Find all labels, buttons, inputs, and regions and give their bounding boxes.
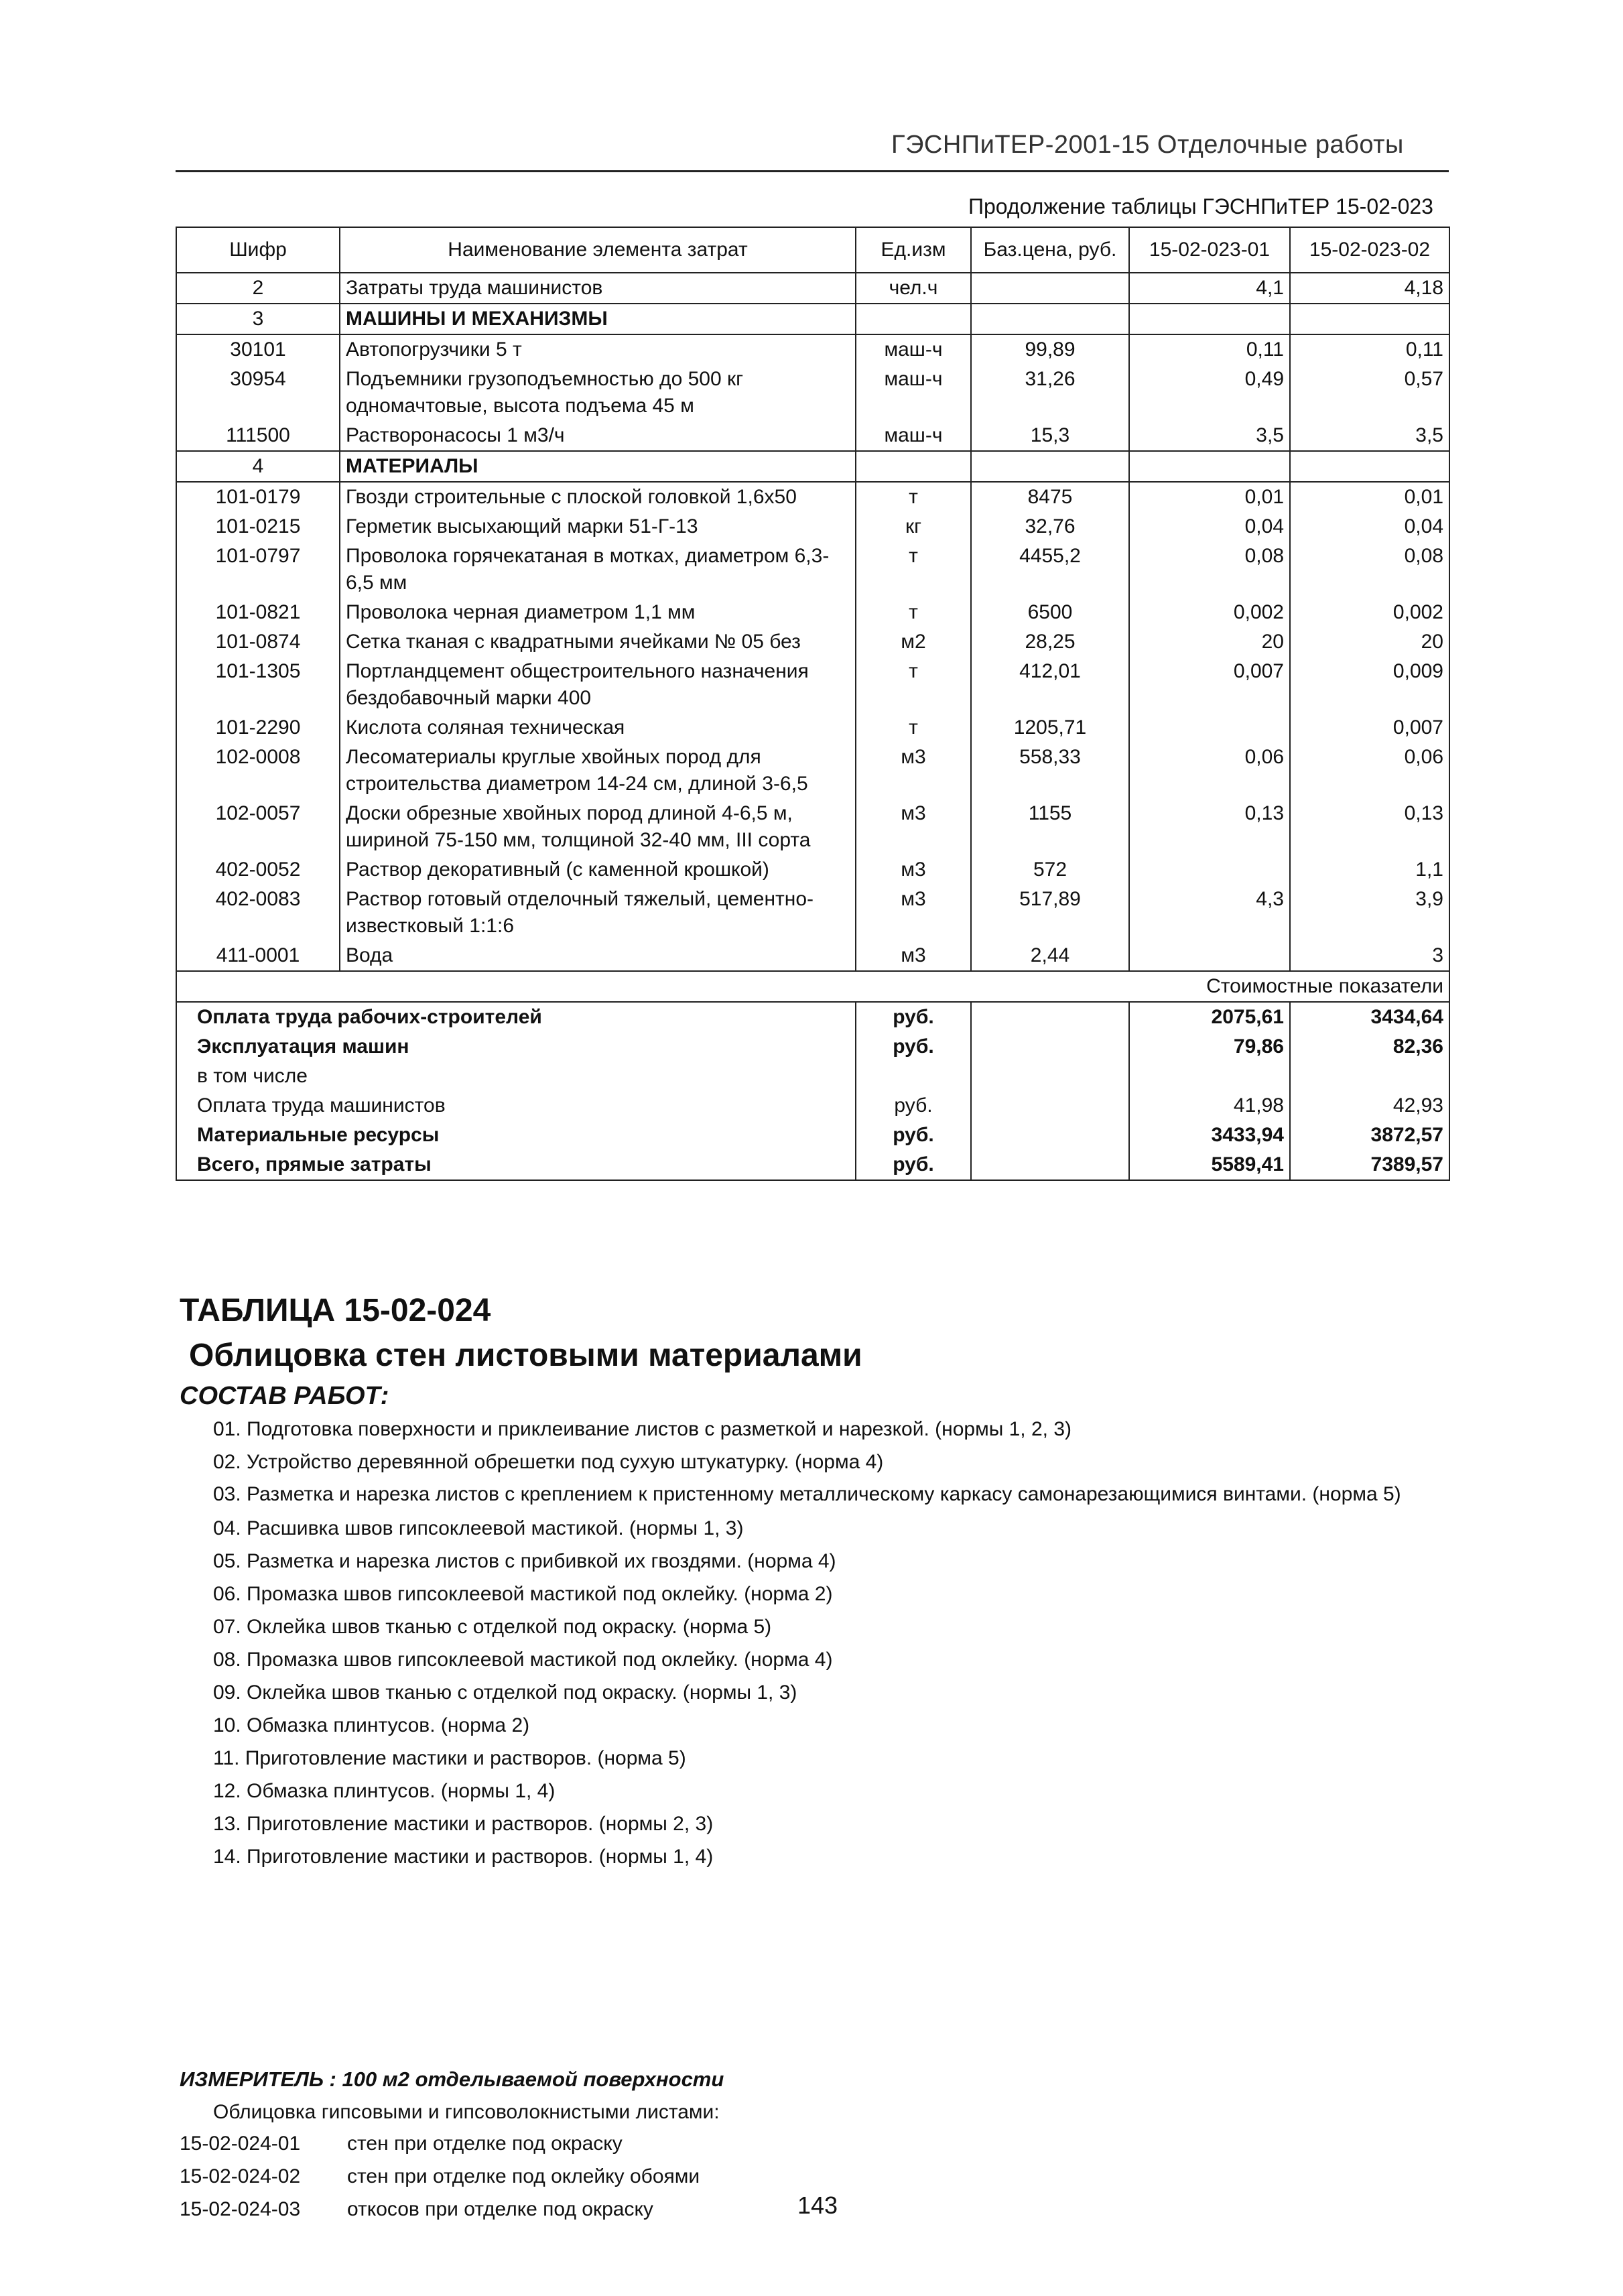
summary-row bbox=[176, 1091, 1449, 1121]
summary-value: 3434,64 bbox=[1290, 1002, 1449, 1032]
cell-value-01: 0,49 bbox=[1129, 365, 1290, 421]
cell-name: Растворонасосы 1 м3/ч bbox=[340, 421, 856, 451]
table-row bbox=[176, 365, 1449, 421]
cell-code: 101-0821 bbox=[176, 598, 340, 627]
summary-label: Эксплуатация машин bbox=[176, 1032, 856, 1062]
summary-unit: руб. bbox=[856, 1091, 971, 1121]
summary-value: 7389,57 bbox=[1290, 1150, 1449, 1180]
cell-unit: м3 bbox=[856, 799, 971, 855]
cell-unit: м3 bbox=[856, 855, 971, 885]
cell-unit: м3 bbox=[856, 885, 971, 941]
summary-row bbox=[176, 1150, 1449, 1180]
cell-code: 4 bbox=[176, 451, 340, 482]
work-item: 12. Обмазка плинтусов. (нормы 1, 4) bbox=[213, 1780, 556, 1802]
cell-value-02: 0,13 bbox=[1290, 799, 1449, 855]
work-item: 01. Подготовка поверхности и приклеивание листов с разметкой и нарезкой. (нормы 1, 2, 3) bbox=[213, 1418, 1072, 1440]
cell-name: Кислота соляная техническая bbox=[340, 713, 856, 743]
summary-price-empty bbox=[971, 1091, 1129, 1121]
summary-unit: руб. bbox=[856, 1121, 971, 1150]
cell-value-02: 20 bbox=[1290, 627, 1449, 657]
summary-row bbox=[176, 1032, 1449, 1062]
summary-value bbox=[1129, 1062, 1290, 1091]
cell-price: 572 bbox=[971, 855, 1129, 885]
cell-code: 102-0057 bbox=[176, 799, 340, 855]
cell-unit: маш-ч bbox=[856, 334, 971, 365]
cell-price: 2,44 bbox=[971, 941, 1129, 971]
cell-price: 517,89 bbox=[971, 885, 1129, 941]
cell-value-01: 0,13 bbox=[1129, 799, 1290, 855]
cell-value-01: 4,1 bbox=[1129, 273, 1290, 304]
table-caption: Продолжение таблицы ГЭСНПиТЕР 15-02-023 bbox=[968, 194, 1433, 218]
cell-unit: т bbox=[856, 541, 971, 598]
cell-code: 101-0215 bbox=[176, 512, 340, 541]
cell-price bbox=[971, 304, 1129, 334]
cell-name: Герметик высыхающий марки 51-Г-13 bbox=[340, 512, 856, 541]
cell-value-01: 0,06 bbox=[1129, 743, 1290, 799]
cell-value-01 bbox=[1129, 304, 1290, 334]
cell-name: Проволока черная диаметром 1,1 мм bbox=[340, 598, 856, 627]
page-number: 143 bbox=[797, 2191, 838, 2219]
summary-value: 42,93 bbox=[1290, 1091, 1449, 1121]
cell-code: 101-0179 bbox=[176, 482, 340, 512]
table-row bbox=[176, 334, 1449, 365]
cell-value-02 bbox=[1290, 304, 1449, 334]
cell-value-01 bbox=[1129, 855, 1290, 885]
cell-price: 32,76 bbox=[971, 512, 1129, 541]
cell-price: 558,33 bbox=[971, 743, 1129, 799]
cell-value-01: 3,5 bbox=[1129, 421, 1290, 451]
summary-unit bbox=[856, 1062, 971, 1091]
cell-value-02: 0,007 bbox=[1290, 713, 1449, 743]
summary-price-empty bbox=[971, 1062, 1129, 1091]
cell-value-02: 0,009 bbox=[1290, 657, 1449, 713]
norm-text: откосов при отделке под окраску bbox=[347, 2198, 653, 2220]
cell-value-01: 4,3 bbox=[1129, 885, 1290, 941]
cell-value-01: 0,04 bbox=[1129, 512, 1290, 541]
table-row bbox=[176, 304, 1449, 334]
work-item: 06. Промазка швов гипсоклеевой мастикой под оклейку. (норма 2) bbox=[213, 1583, 833, 1605]
column-header: Баз.цена, руб. bbox=[971, 227, 1129, 273]
cell-price: 28,25 bbox=[971, 627, 1129, 657]
cell-value-02: 4,18 bbox=[1290, 273, 1449, 304]
cell-name: МАТЕРИАЛЫ bbox=[340, 451, 856, 482]
column-header: 15-02-023-01 bbox=[1129, 227, 1290, 273]
cell-price: 15,3 bbox=[971, 421, 1129, 451]
cell-code: 402-0052 bbox=[176, 855, 340, 885]
summary-value: 82,36 bbox=[1290, 1032, 1449, 1062]
table-row bbox=[176, 885, 1449, 941]
summary-header-row bbox=[176, 971, 1449, 1002]
table-row bbox=[176, 941, 1449, 971]
norm-code: 15-02-024-02 bbox=[180, 2165, 301, 2187]
table-row bbox=[176, 541, 1449, 598]
cell-code: 2 bbox=[176, 273, 340, 304]
summary-price-empty bbox=[971, 1032, 1129, 1062]
cell-value-02: 0,06 bbox=[1290, 743, 1449, 799]
cell-code: 101-1305 bbox=[176, 657, 340, 713]
column-header: Ед.изм bbox=[856, 227, 971, 273]
cell-code: 101-0874 bbox=[176, 627, 340, 657]
summary-unit: руб. bbox=[856, 1002, 971, 1032]
summary-value: 5589,41 bbox=[1129, 1150, 1290, 1180]
column-header: Шифр bbox=[176, 227, 340, 273]
running-header: ГЭСНПиТЕР-2001-15 Отделочные работы bbox=[891, 131, 1404, 159]
cell-name: Раствор готовый отделочный тяжелый, цементно-известковый 1:1:6 bbox=[340, 885, 856, 941]
summary-label: в том числе bbox=[176, 1062, 856, 1091]
cell-code: 30954 bbox=[176, 365, 340, 421]
cell-name: Портландцемент общестроительного назначения бездобавочный марки 400 bbox=[340, 657, 856, 713]
norm-row bbox=[180, 2198, 700, 2231]
work-item: 08. Промазка швов гипсоклеевой мастикой под оклейку. (норма 4) bbox=[213, 1649, 833, 1671]
table-row bbox=[176, 657, 1449, 713]
cell-name: Раствор декоративный (с каменной крошкой) bbox=[340, 855, 856, 885]
cell-name: Автопогрузчики 5 т bbox=[340, 334, 856, 365]
cell-code: 402-0083 bbox=[176, 885, 340, 941]
summary-value: 41,98 bbox=[1129, 1091, 1290, 1121]
cell-unit: т bbox=[856, 657, 971, 713]
cell-unit: кг bbox=[856, 512, 971, 541]
cell-price: 1205,71 bbox=[971, 713, 1129, 743]
cell-code: 111500 bbox=[176, 421, 340, 451]
summary-row bbox=[176, 1002, 1449, 1032]
table-row bbox=[176, 713, 1449, 743]
cell-unit: маш-ч bbox=[856, 365, 971, 421]
cell-value-01: 20 bbox=[1129, 627, 1290, 657]
norm-row bbox=[180, 2165, 700, 2198]
norms-intro: Облицовка гипсовыми и гипсоволокнистыми листами: bbox=[213, 2101, 720, 2123]
cell-value-01: 0,08 bbox=[1129, 541, 1290, 598]
section-subtitle: Облицовка стен листовыми материалами bbox=[189, 1338, 862, 1373]
cell-unit: т bbox=[856, 598, 971, 627]
cell-value-02: 0,11 bbox=[1290, 334, 1449, 365]
summary-value bbox=[1290, 1062, 1449, 1091]
cell-unit bbox=[856, 304, 971, 334]
cell-unit: м2 bbox=[856, 627, 971, 657]
cell-value-02 bbox=[1290, 451, 1449, 482]
cell-code: 411-0001 bbox=[176, 941, 340, 971]
cell-value-02: 1,1 bbox=[1290, 855, 1449, 885]
table-row bbox=[176, 743, 1449, 799]
norm-text: стен при отделке под окраску bbox=[347, 2132, 623, 2155]
cell-code: 101-0797 bbox=[176, 541, 340, 598]
cell-value-01: 0,01 bbox=[1129, 482, 1290, 512]
cell-price: 99,89 bbox=[971, 334, 1129, 365]
measure-unit: ИЗМЕРИТЕЛЬ : 100 м2 отделываемой поверхности bbox=[180, 2067, 724, 2091]
summary-price-empty bbox=[971, 1150, 1129, 1180]
norms-list bbox=[180, 2132, 700, 2231]
cell-unit bbox=[856, 451, 971, 482]
summary-row bbox=[176, 1121, 1449, 1150]
summary-value: 3872,57 bbox=[1290, 1121, 1449, 1150]
work-item: 14. Приготовление мастики и растворов. (нормы 1, 4) bbox=[213, 1846, 714, 1868]
cell-value-01 bbox=[1129, 451, 1290, 482]
work-item: 10. Обмазка плинтусов. (норма 2) bbox=[213, 1714, 530, 1736]
works-list bbox=[180, 1413, 1439, 1873]
work-item: 09. Оклейка швов тканью с отделкой под окраску. (нормы 1, 3) bbox=[213, 1681, 797, 1704]
cell-unit: м3 bbox=[856, 743, 971, 799]
cell-value-02: 3,9 bbox=[1290, 885, 1449, 941]
cell-value-01 bbox=[1129, 941, 1290, 971]
cell-price bbox=[971, 451, 1129, 482]
norm-row bbox=[180, 2132, 700, 2165]
summary-value: 79,86 bbox=[1129, 1032, 1290, 1062]
norm-code: 15-02-024-01 bbox=[180, 2132, 301, 2155]
summary-label: Оплата труда машинистов bbox=[176, 1091, 856, 1121]
cell-value-02: 0,08 bbox=[1290, 541, 1449, 598]
norm-text: стен при отделке под оклейку обоями bbox=[347, 2165, 700, 2187]
table-row bbox=[176, 482, 1449, 512]
cell-name: Затраты труда машинистов bbox=[340, 273, 856, 304]
cell-name: Доски обрезные хвойных пород длиной 4-6,5 м, шириной 75-150 мм, толщиной 32-40 мм, III сорта bbox=[340, 799, 856, 855]
summary-unit: руб. bbox=[856, 1032, 971, 1062]
cell-name: МАШИНЫ И МЕХАНИЗМЫ bbox=[340, 304, 856, 334]
cell-price: 31,26 bbox=[971, 365, 1129, 421]
section-title: ТАБЛИЦА 15-02-024 bbox=[180, 1293, 491, 1328]
works-heading: СОСТАВ РАБОТ: bbox=[180, 1382, 389, 1410]
cell-value-01 bbox=[1129, 713, 1290, 743]
summary-header: Стоимостные показатели bbox=[176, 971, 1449, 1002]
cell-name: Подъемники грузоподъемностью до 500 кг одномачтовые, высота подъема 45 м bbox=[340, 365, 856, 421]
work-item: 05. Разметка и нарезка листов с прибивкой их гвоздями. (норма 4) bbox=[213, 1550, 836, 1572]
cell-price bbox=[971, 273, 1129, 304]
summary-price-empty bbox=[971, 1121, 1129, 1150]
table-row bbox=[176, 855, 1449, 885]
work-item: 02. Устройство деревянной обрешетки под сухую штукатурку. (норма 4) bbox=[213, 1451, 884, 1473]
cell-unit: маш-ч bbox=[856, 421, 971, 451]
header-rule bbox=[176, 170, 1449, 172]
work-item: 11. Приготовление мастики и растворов. (норма 5) bbox=[213, 1747, 686, 1769]
summary-label: Оплата труда рабочих-строителей bbox=[176, 1002, 856, 1032]
cell-value-01: 0,11 bbox=[1129, 334, 1290, 365]
table-row bbox=[176, 421, 1449, 451]
cell-code: 30101 bbox=[176, 334, 340, 365]
column-header: 15-02-023-02 bbox=[1290, 227, 1449, 273]
cell-price: 6500 bbox=[971, 598, 1129, 627]
table-row bbox=[176, 451, 1449, 482]
cell-name: Вода bbox=[340, 941, 856, 971]
table-row bbox=[176, 512, 1449, 541]
table-row bbox=[176, 799, 1449, 855]
cell-price: 1155 bbox=[971, 799, 1129, 855]
cell-code: 101-2290 bbox=[176, 713, 340, 743]
summary-value: 2075,61 bbox=[1129, 1002, 1290, 1032]
cell-value-01: 0,002 bbox=[1129, 598, 1290, 627]
cell-value-01: 0,007 bbox=[1129, 657, 1290, 713]
summary-price-empty bbox=[971, 1002, 1129, 1032]
cell-value-02: 3,5 bbox=[1290, 421, 1449, 451]
cell-value-02: 0,04 bbox=[1290, 512, 1449, 541]
cell-value-02: 0,01 bbox=[1290, 482, 1449, 512]
cell-price: 412,01 bbox=[971, 657, 1129, 713]
column-header: Наименование элемента затрат bbox=[340, 227, 856, 273]
norm-code: 15-02-024-03 bbox=[180, 2198, 301, 2220]
work-item: 13. Приготовление мастики и растворов. (нормы 2, 3) bbox=[213, 1813, 714, 1835]
cell-name: Гвозди строительные с плоской головкой 1,6х50 bbox=[340, 482, 856, 512]
table-row bbox=[176, 627, 1449, 657]
cell-unit: т bbox=[856, 713, 971, 743]
cell-unit: м3 bbox=[856, 941, 971, 971]
summary-label: Всего, прямые затраты bbox=[176, 1150, 856, 1180]
cell-name: Проволока горячекатаная в мотках, диаметром 6,3-6,5 мм bbox=[340, 541, 856, 598]
summary-unit: руб. bbox=[856, 1150, 971, 1180]
resource-table bbox=[176, 227, 1450, 1181]
cell-value-02: 3 bbox=[1290, 941, 1449, 971]
cell-price: 8475 bbox=[971, 482, 1129, 512]
table-row bbox=[176, 273, 1449, 304]
cell-unit: чел.ч bbox=[856, 273, 971, 304]
cell-name: Сетка тканая с квадратными ячейками № 05 без bbox=[340, 627, 856, 657]
cell-value-02: 0,57 bbox=[1290, 365, 1449, 421]
cell-code: 3 bbox=[176, 304, 340, 334]
cell-code: 102-0008 bbox=[176, 743, 340, 799]
cell-value-02: 0,002 bbox=[1290, 598, 1449, 627]
cell-price: 4455,2 bbox=[971, 541, 1129, 598]
table-header-row bbox=[176, 227, 1449, 273]
work-item: 04. Расшивка швов гипсоклеевой мастикой. (нормы 1, 3) bbox=[213, 1517, 744, 1539]
cell-name: Лесоматериалы круглые хвойных пород для строительства диаметром 14-24 см, длиной 3-6,5 bbox=[340, 743, 856, 799]
summary-value: 3433,94 bbox=[1129, 1121, 1290, 1150]
summary-label: Материальные ресурсы bbox=[176, 1121, 856, 1150]
summary-row bbox=[176, 1062, 1449, 1091]
cell-unit: т bbox=[856, 482, 971, 512]
table-row bbox=[176, 598, 1449, 627]
work-item: 07. Оклейка швов тканью с отделкой под окраску. (норма 5) bbox=[213, 1616, 772, 1638]
work-item: 03. Разметка и нарезка листов с креплением к пристенному металлическому каркасу самонарезающимися винтами. (норма 5) bbox=[213, 1483, 1401, 1505]
